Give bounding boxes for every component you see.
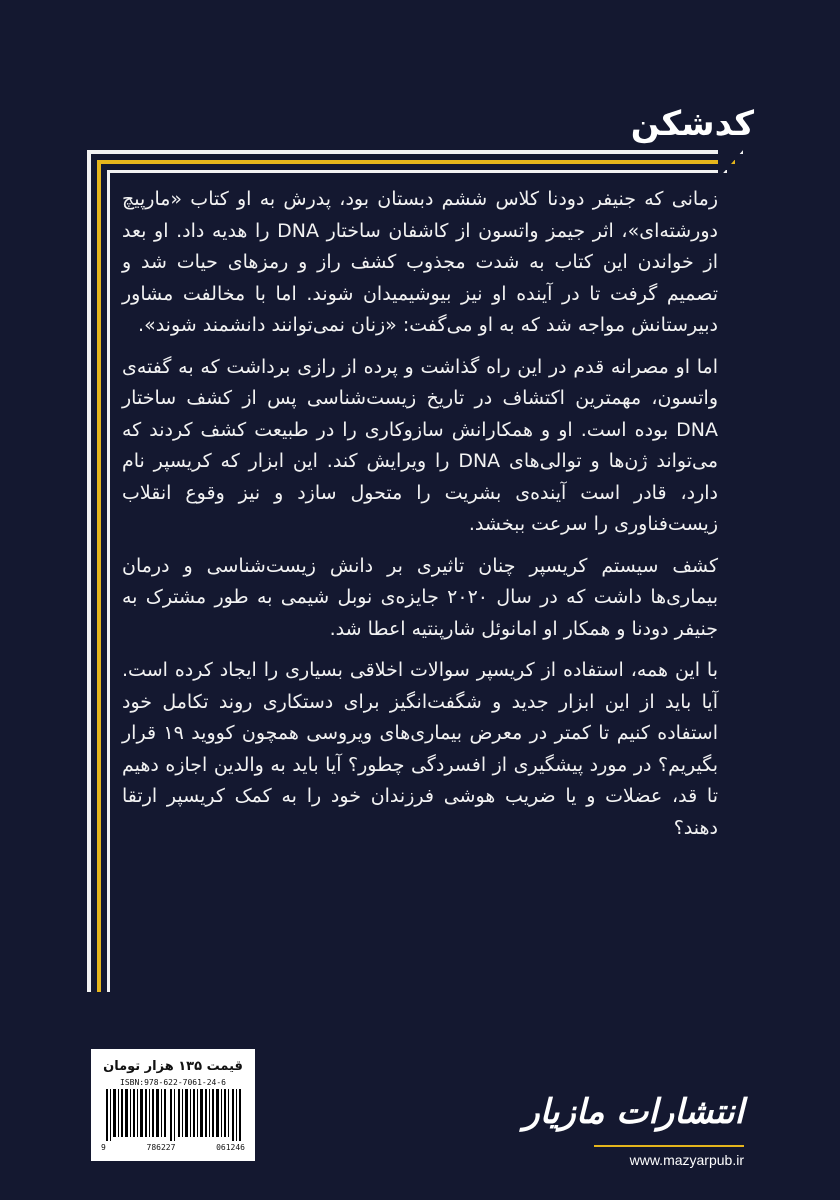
barcode xyxy=(106,1089,241,1141)
isbn-label: ISBN:978-622-7061-24-6 xyxy=(120,1078,226,1087)
publisher-logo: انتشارات مازیار xyxy=(523,1092,744,1132)
paragraph: زمانی که جنیفر دودنا کلاس ششم دبستان بود، پدرش به او کتاب «مارپیچ دورشته‌ای»، اثر جیمز واتسون از کاشفان ساختار DNA را هدیه داد. او بعد از خواندن این کتاب به شدت مجذوب کشف راز و رمزهای حیات شد و تصمیم گرفت تا در آینده او نیز بیوشیمیدان شوند. اما با مخالفت مشاور دبیرستانش مواجه شد که به او می‌گفت: «زنان نمی‌توانند دانشمند شوند». xyxy=(122,188,718,336)
barcode-digits xyxy=(101,1143,245,1152)
paragraph: اما او مصرانه قدم در این راه گذاشت و پرده از رازی برداشت که به گفته‌ی واتسون، مهمترین اکتشاف در تاریخ زیست‌شناسی پس از کشف ساختار DNA بوده است. او و همکارانش سازوکاری را در طبیعت کشف کردند که می‌تواند ژن‌ها و توالی‌های DNA را ویرایش کند. این ابزار که کریسپر نام دارد، قادر است آینده‌ی بشریت را متحول سازد و نیز وقوع انقلاب زیست‌فناوری را سرعت ببخشد. xyxy=(122,355,719,535)
barcode-digit-group: 061246 xyxy=(216,1143,245,1152)
price-barcode-box xyxy=(91,1049,255,1161)
barcode-digit-group: 9 xyxy=(101,1143,106,1152)
barcode-digit-group: 786227 xyxy=(146,1143,176,1152)
book-title: کدشکن xyxy=(630,104,754,144)
publisher-website: www.mazyarpub.ir xyxy=(629,1152,744,1168)
frame-corner xyxy=(718,149,744,179)
logo-underline xyxy=(594,1145,744,1147)
price-label: قیمت ۱۳۵ هزار تومان xyxy=(103,1059,243,1074)
back-cover-text xyxy=(122,184,718,854)
paragraph: با این همه، استفاده از کریسپر سوالات اخلاقی بسیاری را ایجاد کرده است. آیا باید از این ابزار جدید و شگفت‌انگیز برای دستکاری روند تکامل خود استفاده کنیم تا کمتر در معرض بیماری‌های ویروسی همچون کووید ۱۹ قرار بگیریم؟ در مورد پیشگیری از افسردگی چطور؟ آیا باید به والدین اجازه دهیم تا قد، عضلات و یا ضریب هوشی فرزندان خود را به کمک کریسپر ارتقا دهند؟ xyxy=(122,659,719,839)
paragraph: کشف سیستم کریسپر چنان تاثیری بر دانش زیست‌شناسی و درمان بیماری‌ها داشت که در سال ۲۰۲۰ جایزه‌ی نوبل شیمی به طور مشترک به جنیفر دودنا و همکار او امانوئل شارپنتیه اعطا شد. xyxy=(122,554,719,640)
